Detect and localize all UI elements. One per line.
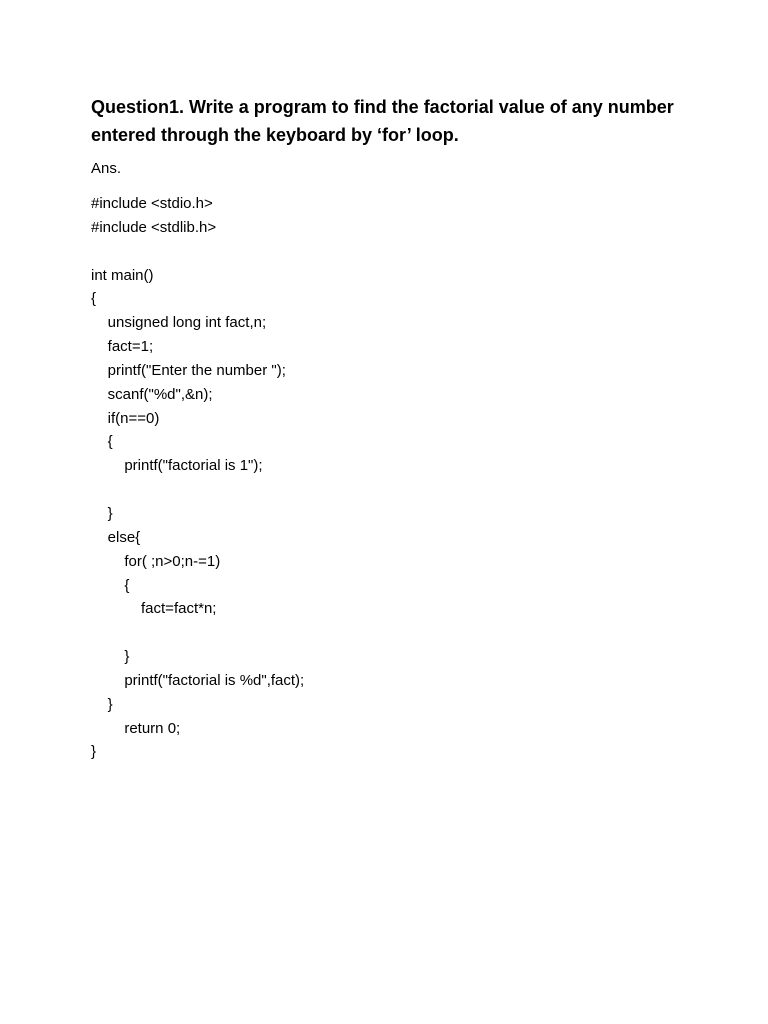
code-line: #include <stdlib.h> [91,218,217,236]
code-line: } [91,504,113,522]
code-line: printf("Enter the number "); [91,361,286,379]
code-line: { [91,290,97,308]
code-line: { [91,433,113,451]
question-heading: Question1. Write a program to find the factorial value of any number entered through the keyboard by ‘for’ loop. [91,97,674,145]
code-line: if(n==0) [91,409,160,427]
answer-label: Ans. [91,160,122,177]
code-line: unsigned long int fact,n; [91,314,267,332]
code-line: } [91,743,97,761]
code-line: } [91,695,113,713]
code-line: } [91,648,130,666]
code-line: #include <stdio.h> [91,195,213,212]
code-line: printf("factorial is %d",fact); [91,671,305,689]
code-line: fact=fact*n; [91,600,217,618]
code-line: { [91,576,130,594]
code-line: fact=1; [91,338,154,356]
code-line: scanf("%d",&n); [91,385,213,403]
code-line [91,240,304,264]
code-line: printf("factorial is 1"); [91,457,263,475]
code-line: int main() [91,266,154,284]
code-line: for( ;n>0;n-=1) [91,552,221,570]
code-block [91,192,304,764]
code-line [91,621,304,645]
code-line: else{ [91,528,141,546]
code-line [91,478,304,502]
code-line: return 0; [91,719,181,737]
